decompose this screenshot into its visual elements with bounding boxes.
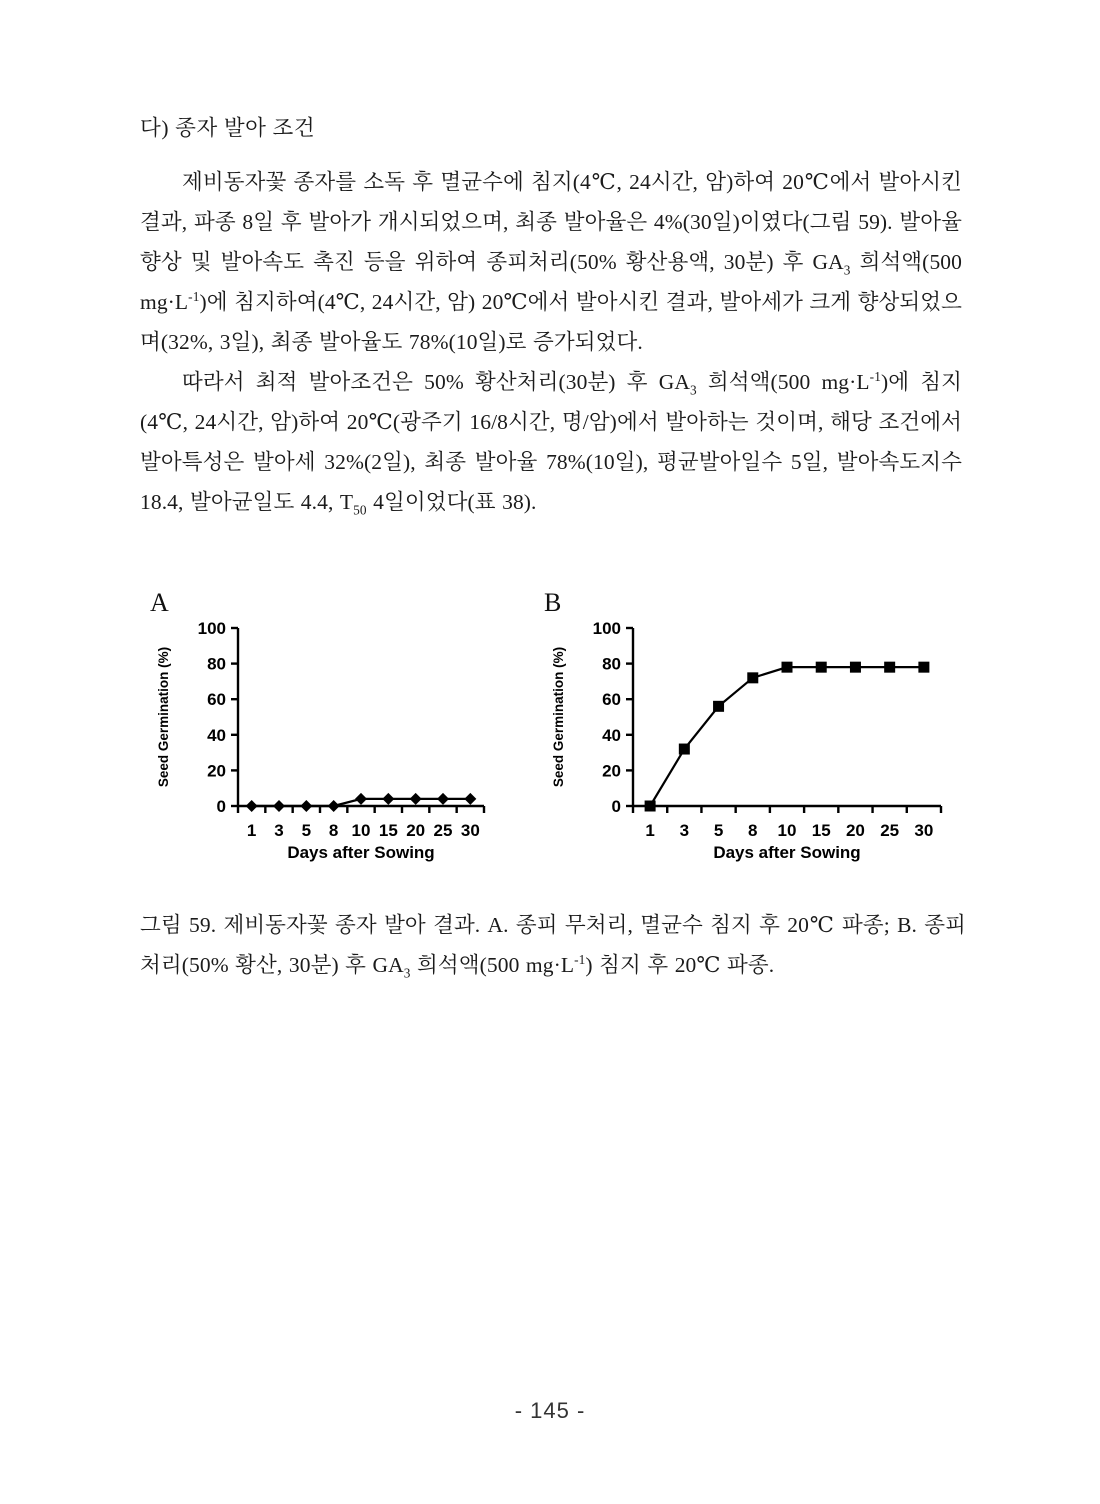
data-point-marker <box>300 800 312 812</box>
data-point-marker <box>410 793 422 805</box>
y-axis-title: Seed Germination (%) <box>551 646 566 788</box>
data-point-marker <box>713 701 724 712</box>
y-axis-tick-label: 0 <box>216 797 226 816</box>
data-point-marker <box>747 672 758 683</box>
y-axis-tick-label: 100 <box>592 619 621 638</box>
y-axis-tick-label: 20 <box>207 761 226 781</box>
paragraph-1-subscript-a: 3 <box>843 261 851 277</box>
x-axis-tick-label: 25 <box>433 821 453 840</box>
x-axis-tick-label: 30 <box>460 821 480 840</box>
caption-subscript-a: 3 <box>403 965 411 981</box>
y-axis-tick-label: 0 <box>611 797 621 816</box>
paragraph-2-text-b: 희석액(500 mg·L <box>696 369 870 394</box>
data-point-marker <box>645 801 656 812</box>
caption-superscript-a: -1 <box>574 951 586 967</box>
y-axis-tick-label: 60 <box>207 690 226 710</box>
panel-b-label: B <box>544 588 562 617</box>
x-axis-title: Days after Sowing <box>713 843 861 862</box>
x-axis-tick-label: 5 <box>301 821 312 840</box>
document-body <box>140 118 962 522</box>
y-axis-tick-label: 100 <box>197 619 226 638</box>
y-axis-tick-label: 40 <box>207 725 226 745</box>
x-axis-tick-label: 20 <box>406 821 426 840</box>
paragraph-2-subscript-b: 50 <box>353 501 367 517</box>
x-axis-tick-label: 8 <box>328 821 339 840</box>
x-axis-tick-label: 8 <box>748 821 758 840</box>
x-axis-tick-label: 10 <box>351 821 371 840</box>
data-point-marker <box>782 662 793 673</box>
x-axis-tick-label: 25 <box>880 821 900 840</box>
x-axis-tick-label: 20 <box>845 821 865 840</box>
x-axis-tick-label: 5 <box>713 821 724 840</box>
panel-a-label: A <box>150 588 169 617</box>
caption-text-a: 그림 59. 제비동자꽃 종자 발아 결과. A. 종피 무처리, 멸균수 침지 후 20℃ 파종; B. 종피처리(50% 황산, 30분) 후 GA <box>140 913 966 977</box>
y-axis-tick-label: 80 <box>602 654 621 674</box>
paragraph-1-text-b: 희석액(500 mg·L <box>140 249 962 314</box>
data-point-marker <box>679 744 690 755</box>
x-axis-tick-label: 30 <box>914 821 934 840</box>
caption-text-b: 희석액(500 mg·L <box>410 953 575 977</box>
paragraph-2-superscript-a: -1 <box>869 368 881 384</box>
x-axis-title: Days after Sowing <box>287 843 435 862</box>
x-axis-tick-label: 3 <box>274 821 284 840</box>
paragraph-2-text-d: 4일이었다(표 38). <box>366 489 537 514</box>
data-point-marker <box>918 662 929 673</box>
y-axis-tick-label: 20 <box>602 761 621 781</box>
y-axis-title: Seed Germination (%) <box>156 646 171 788</box>
seed-germination-chart-b <box>538 588 962 876</box>
x-axis-tick-label: 10 <box>777 821 797 840</box>
x-axis-tick-label: 1 <box>246 821 257 840</box>
x-axis-tick-label: 15 <box>378 821 398 840</box>
caption-text-c: ) 침지 후 20℃ 파종. <box>585 953 775 977</box>
data-point-marker <box>273 800 285 812</box>
data-point-marker <box>850 662 861 673</box>
data-point-marker <box>382 793 394 805</box>
chart-panel-a <box>140 588 540 876</box>
data-point-marker <box>246 800 258 812</box>
data-point-marker <box>884 662 895 673</box>
data-point-marker <box>437 793 449 805</box>
data-point-marker <box>816 662 827 673</box>
paragraph-1-superscript-a: -1 <box>188 288 200 304</box>
x-axis-tick-label: 15 <box>811 821 831 840</box>
section-heading: 다) 종자 발아 조건 <box>140 116 316 140</box>
paragraph-2-subscript-a: 3 <box>690 381 697 397</box>
paragraph-1-text-a: 제비동자꽃 종자를 소독 후 멸균수에 침지(4℃, 24시간, 암)하여 20℃에서 발아시킨 결과, 파종 8일 후 발아가 개시되었으며, 최종 발아율은 4%(30일)이였다(그림 59). 발아율 향상 및 발아속도 촉진 등을 위하여 종피처리(50% 황산용액, 30분) 후 GA <box>140 169 962 274</box>
data-series-line <box>650 667 924 806</box>
chart-panel-b <box>538 588 962 876</box>
y-axis-tick-label: 40 <box>602 725 621 745</box>
y-axis-tick-label: 80 <box>207 654 226 674</box>
x-axis-tick-label: 3 <box>679 821 690 840</box>
figure-caption <box>140 905 966 985</box>
y-axis-tick-label: 60 <box>602 690 621 710</box>
paragraph-2 <box>140 362 962 522</box>
page-number: - 145 - <box>514 1398 586 1423</box>
figure-59 <box>140 588 962 876</box>
seed-germination-chart-a <box>140 588 540 876</box>
paragraph-1 <box>140 162 962 362</box>
paragraph-1-text-c: )에 침지하여(4℃, 24시간, 암) 20℃에서 발아시킨 결과, 발아세가 크게 향상되었으며(32%, 3일), 최종 발아율도 78%(10일)로 증가되었다. <box>140 289 962 354</box>
x-axis-tick-label: 1 <box>645 821 655 840</box>
paragraph-2-text-a: 따라서 최적 발아조건은 50% 황산처리(30분) 후 GA <box>182 369 690 394</box>
paragraph-2-text-c: )에 침지(4℃, 24시간, 암)하여 20℃(광주기 16/8시간, 명/암)에서 발아하는 것이며, 해당 조건에서 발아특성은 발아세 32%(2일), 최종 발아율 78%(10일), 평균발아일수 5일, 발아속도지수 18.4, 발아균일도 4.4, T <box>140 369 962 514</box>
chart-plot-area <box>156 619 484 862</box>
chart-plot-area <box>551 619 941 862</box>
data-point-marker <box>328 800 340 812</box>
data-point-marker <box>355 793 367 805</box>
data-point-marker <box>464 793 476 805</box>
